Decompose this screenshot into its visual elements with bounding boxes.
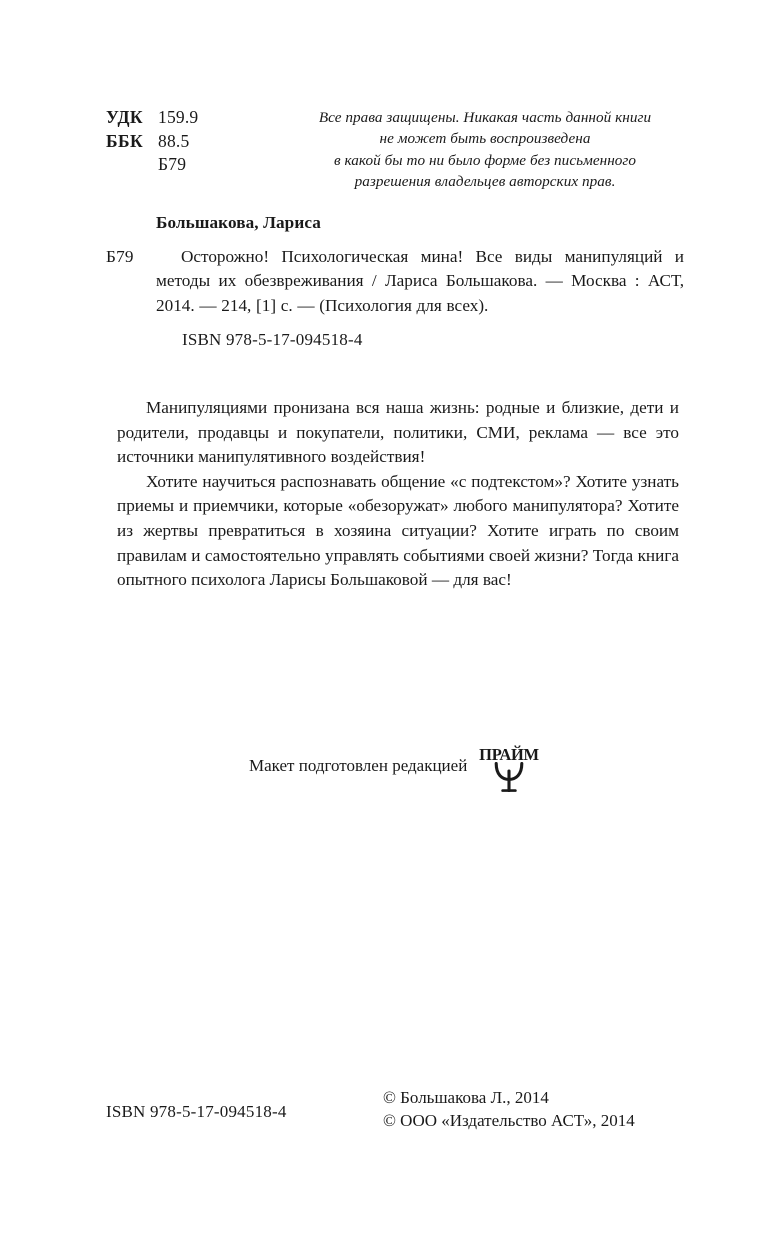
biblio-description: Осторожно! Психологическая мина! Все виды манипуляций и методы их обезвреживания / Лариса Большакова. — Москва : АСТ, 2014. — 214, [1] с. — (Психология для всех).: [156, 247, 684, 315]
bibliographic-record: [106, 212, 686, 350]
shelf-mark-row: [106, 153, 198, 177]
publisher-logo: [479, 746, 539, 794]
biblio-isbn: ISBN 978-5-17-094518-4: [182, 330, 363, 350]
udk-label: УДК: [106, 107, 144, 127]
biblio-entry: [106, 245, 686, 318]
biblio-author: Большакова, Лариса: [156, 213, 321, 232]
book-annotation: [117, 396, 679, 593]
copyright-author-line: © Большакова Л., 2014: [383, 1088, 549, 1107]
rights-notice-line-1: Все права защищены. Никакая часть данной книги: [318, 109, 652, 126]
shelf-mark-value: Б79: [158, 154, 187, 174]
copyright-publisher-line: © ООО «Издательство АСТ», 2014: [383, 1110, 635, 1130]
annotation-paragraph-1: Манипуляциями пронизана вся наша жизнь: родные и близкие, дети и родители, продавцы и покупатели, политики, СМИ, реклама — все это источники манипулятивного воздействия!: [117, 398, 679, 467]
biblio-shelf-mark: Б79: [106, 247, 134, 266]
udk-value: 159.9: [158, 107, 199, 127]
rights-reserved-notice: [286, 107, 684, 192]
layout-credit-text: Макет подготовлен редакцией: [249, 756, 468, 775]
annotation-paragraph-2: Хотите научиться распознавать общение «с подтекстом»? Хотите узнать приемы и приемчики, которые «обезоружат» любого манипулятора? Хотите из жертвы превратиться в хозяина ситуации? Хотите играть по своим правилам и самостоятельно управлять событиями своей жизни? Тогда книга опытного психолога Ларисы Большаковой — для вас!: [117, 471, 679, 590]
rights-notice-line-2: не может быть воспроизведена: [379, 130, 591, 148]
layout-credit-row: [0, 745, 768, 815]
bbk-value: 88.5: [158, 130, 190, 151]
footer-isbn: ISBN 978-5-17-094518-4: [106, 1102, 287, 1121]
rights-notice-line-3: в какой бы то ни было форме без письменного: [333, 151, 637, 169]
rights-notice-line-4: разрешения владельцев авторских прав.: [354, 172, 616, 190]
publisher-logo-wordmark: ПРАЙМ: [479, 745, 539, 764]
bbk-label: ББК: [106, 130, 144, 151]
classification-codes: [106, 106, 198, 177]
bbk-row: [106, 130, 198, 154]
classification-and-rights-block: [0, 106, 768, 196]
psi-trident-icon: [492, 762, 526, 792]
page-footer: [0, 1088, 768, 1148]
udk-row: [106, 106, 198, 130]
footer-copyright-block: [383, 1087, 635, 1132]
